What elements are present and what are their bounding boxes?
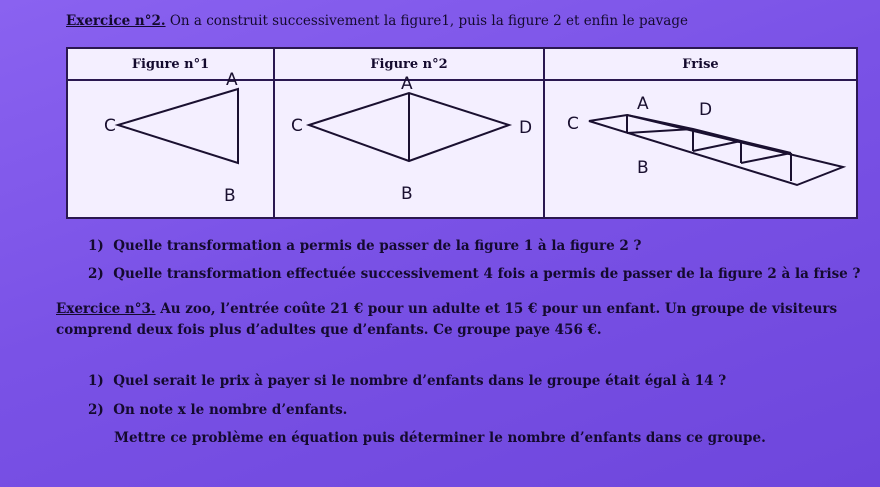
figure1-triangle (68, 70, 273, 217)
fig1-label-a: A (226, 70, 238, 90)
ex2-q1-text: Quelle transformation a permis de passer de la figure 1 à la figure 2 ? (113, 238, 642, 254)
figure2-cell (274, 74, 544, 218)
ex2-q2-text: Quelle transformation effectuée successivement 4 fois a permis de passer de la figure 2 à la frise ? (113, 266, 861, 282)
fig2-label-c: C (291, 116, 303, 136)
ex3-intro-line2 (56, 322, 602, 338)
figure-table (66, 47, 858, 219)
ex3-label: Exercice n°3. (56, 301, 156, 317)
ex2-question-1 (88, 238, 641, 254)
frise-label-d: D (699, 100, 713, 120)
ex2-question-2 (88, 266, 860, 282)
fig1-label-c: C (104, 116, 116, 136)
ex3-question-2 (88, 402, 347, 418)
fig2-label-d: D (519, 118, 533, 138)
frise-label-b: B (637, 158, 649, 178)
fig1-label-b: B (224, 186, 236, 206)
ex3-q1-num: 1) (88, 373, 104, 389)
ex2-q2-num: 2) (88, 266, 104, 282)
ex3-final-instruction (114, 430, 766, 446)
frise-cell (544, 80, 857, 218)
ex3-text-1: Au zoo, l’entrée coûte 21 € pour un adulte et 15 € pour un enfant. Un groupe de visiteurs (155, 301, 838, 317)
header-figure2: Figure n°2 (274, 48, 544, 80)
frise-pavage (545, 81, 863, 217)
ex2-text: On a construit successivement la figure1, puis la figure 2 et enfin le pavage (165, 13, 688, 29)
ex3-intro-line1 (56, 301, 837, 317)
fig2-label-b: B (401, 184, 413, 204)
header-figure1: Figure n°1 (67, 48, 274, 80)
ex2-intro (66, 13, 688, 29)
frise-label-c: C (567, 114, 579, 134)
figure2-rhombus (275, 74, 543, 217)
frise-label-a: A (637, 94, 649, 114)
ex3-question-1 (88, 373, 726, 389)
ex2-q1-num: 1) (88, 238, 104, 254)
ex3-q2-num: 2) (88, 402, 104, 418)
ex3-q1-text: Quel serait le prix à payer si le nombre d’enfants dans le groupe était égal à 14 ? (113, 373, 727, 389)
ex3-q2-text: On note x le nombre d’enfants. (113, 402, 348, 418)
ex2-label: Exercice n°2. (66, 13, 166, 29)
fig2-label-a: A (401, 74, 413, 94)
ex3-text-2: comprend deux fois plus d’adultes que d’enfants. Ce groupe paye 456 €. (56, 322, 602, 338)
figure1-cell (67, 70, 274, 218)
ex3-final-text: Mettre ce problème en équation puis déterminer le nombre d’enfants dans ce groupe. (114, 430, 766, 446)
header-frise: Frise (544, 48, 857, 80)
